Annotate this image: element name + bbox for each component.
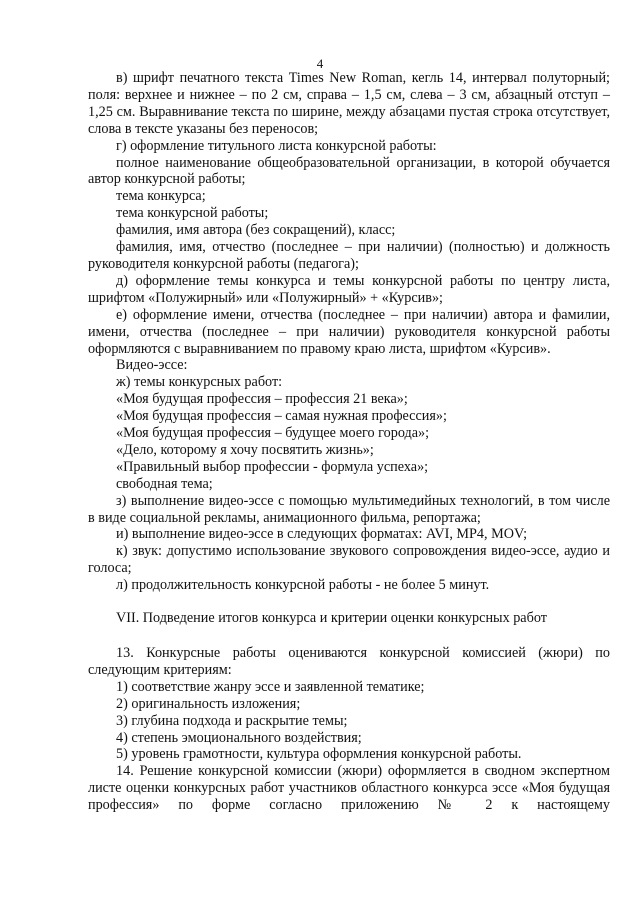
paragraph-topics-header: ж) темы конкурсных работ:	[116, 374, 283, 391]
paragraph-contest-theme: тема конкурса;	[116, 188, 206, 205]
paragraph-multimedia: з) выполнение видео-эссе с помощью мультимедийных технологий, в том числе в виде социальной рекламы, анимационного фильма, репортажа;	[88, 492, 610, 526]
criteria-item: 3) глубина подхода и раскрытие темы;	[116, 712, 348, 729]
topic-item: «Правильный выбор профессии - формула успеха»;	[116, 458, 429, 475]
topic-item: «Дело, которому я хочу посвятить жизнь»;	[116, 441, 374, 458]
paragraph-item-14: 14. Решение конкурсной комиссии (жюри) оформляется в сводном экспертном листе оценки конкурсных работ участников областного конкурса эссе «Моя будущая профессия» по форме согласно приложению № 2 к настоящему	[88, 763, 610, 814]
topic-item: «Моя будущая профессия – профессия 21 века»;	[116, 391, 408, 408]
paragraph-author-name: фамилия, имя автора (без сокращений), класс;	[116, 222, 396, 239]
paragraph-font-requirements: в) шрифт печатного текста Times New Roman, кегль 14, интервал полуторный; поля: верхнее и нижнее – по 2 см, справа – 1,5 см, слева – 3 см, абзацный отступ – 1,25 см. Выравнивание текста по ширине, между абзацами пустая строка отсутствует, слова в тексте указаны без переносов;	[88, 70, 610, 137]
paragraph-supervisor: фамилия, имя, отчество (последнее – при наличии) (полностью) и должность руководителя конкурсной работы (педагога);	[88, 239, 610, 272]
paragraph-video-essay: Видео-эссе:	[116, 357, 188, 374]
paragraph-name-formatting: е) оформление имени, отчества (последнее – при наличии) автора и фамилии, имени, отчества (последнее – при наличии) руководителя конкурсной работы оформляются с выравниванием по правому краю листа, шрифтом «Курсив».	[88, 306, 610, 357]
document-body	[88, 70, 610, 814]
criteria-item: 2) оригинальность изложения;	[116, 695, 301, 712]
paragraph-item-13: 13. Конкурсные работы оцениваются конкурсной комиссией (жюри) по следующим критериям:	[88, 645, 610, 678]
paragraph-sound: к) звук: допустимо использование звукового сопровождения видео-эссе, аудио и голоса;	[88, 543, 610, 577]
paragraph-formats: и) выполнение видео-эссе в следующих форматах: AVI, MP4, MOV;	[116, 526, 528, 543]
criteria-item: 1) соответствие жанру эссе и заявленной тематике;	[116, 678, 425, 695]
paragraph-title-page: г) оформление титульного листа конкурсной работы:	[116, 137, 437, 154]
topic-item: «Моя будущая профессия – будущее моего города»;	[116, 425, 430, 442]
paragraph-org-name: полное наименование общеобразовательной организации, в которой обучается автор конкурсной работы;	[88, 154, 610, 188]
topic-item: свободная тема;	[116, 475, 213, 492]
paragraph-theme-formatting: д) оформление темы конкурса и темы конкурсной работы по центру листа, шрифтом «Полужирный» или «Полужирный» + «Курсив»;	[88, 272, 610, 306]
paragraph-duration: л) продолжительность конкурсной работы - не более 5 минут.	[116, 577, 490, 594]
criteria-item: 4) степень эмоционального воздействия;	[116, 729, 362, 746]
paragraph-work-theme: тема конкурсной работы;	[116, 205, 269, 222]
section-heading: VII. Подведение итогов конкурса и критерии оценки конкурсных работ	[116, 610, 547, 627]
page-number: 4	[316, 56, 324, 71]
topic-item: «Моя будущая профессия – самая нужная профессия»;	[116, 408, 447, 425]
criteria-item: 5) уровень грамотности, культура оформления конкурсной работы.	[116, 746, 522, 763]
